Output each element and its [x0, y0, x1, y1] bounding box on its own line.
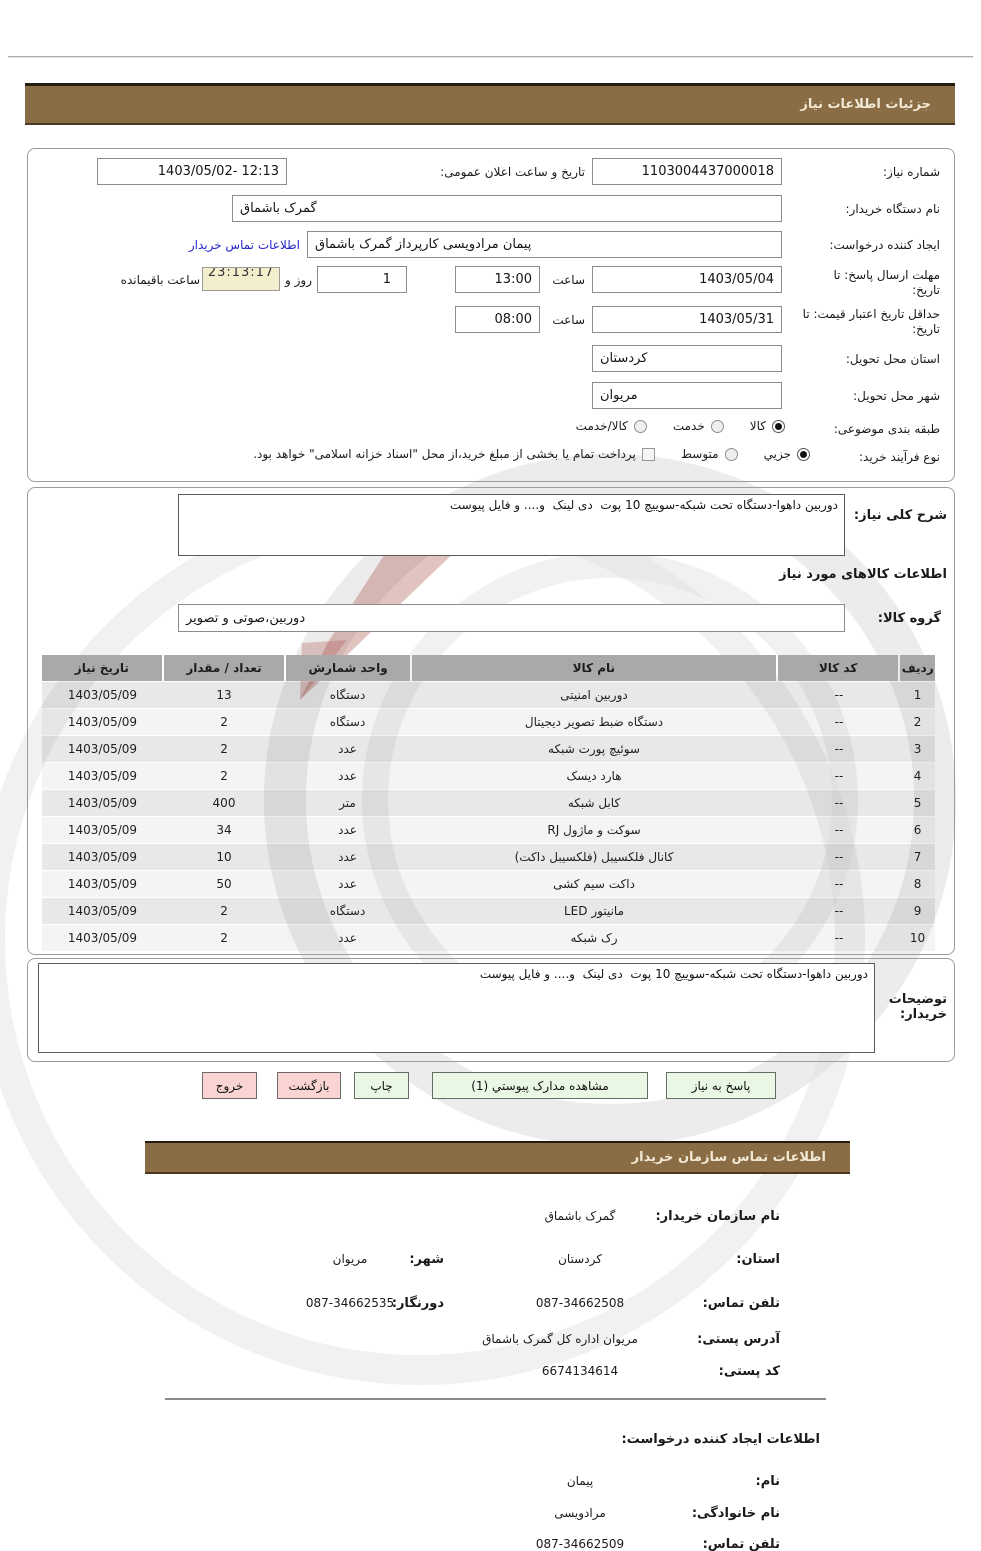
- cell-quantity: 2: [220, 742, 228, 756]
- need-number-label: شماره نیاز:: [883, 165, 940, 179]
- option-goods[interactable]: [750, 419, 785, 433]
- price-validity-label: حداقل تاریخ اعتبار قیمت: تا تاریخ:: [802, 307, 940, 336]
- cell-item-code: --: [834, 715, 844, 729]
- cell-item-name: کانال فلکسیبل (فلکسیبل داکت): [514, 850, 674, 864]
- cell-unit: عدد: [338, 742, 357, 756]
- option-service[interactable]: [673, 419, 724, 433]
- request-creator-field[interactable]: پیمان مرادویسی کارپرداز گمرک باشماق: [307, 231, 782, 258]
- request-creator-heading: اطلاعات ایجاد کننده درخواست:: [621, 1432, 820, 1447]
- contact-province-label: استان:: [736, 1252, 780, 1267]
- buyer-org-label: نام دستگاه خریدار:: [845, 202, 940, 216]
- treasury-checkbox[interactable]: [642, 448, 655, 461]
- validity-time-field[interactable]: 08:00: [455, 306, 540, 333]
- view-attachments-button[interactable]: مشاهده مدارک پیوستي (1): [432, 1072, 648, 1099]
- buyer-contact-link[interactable]: اطلاعات تماس خریدار: [188, 238, 300, 252]
- validity-hour-label: ساعت: [552, 313, 585, 327]
- cell-row-no: 6: [913, 823, 922, 837]
- cell-unit: عدد: [338, 850, 357, 864]
- cell-unit: دستگاه: [329, 904, 366, 918]
- cell-item-code: --: [834, 904, 844, 918]
- cell-unit: متر: [339, 796, 356, 810]
- buyer-notes-label: توضیحات خریدار:: [888, 992, 947, 1022]
- cell-row-no: 5: [913, 796, 922, 810]
- col-header-item-name: نام کالا: [412, 655, 776, 681]
- cell-item-name: داکت سیم کشی: [553, 877, 635, 891]
- postal-code-value: 6674134614: [541, 1364, 619, 1378]
- cell-need-date: 1403/05/09: [67, 769, 138, 783]
- postal-address-value: مریوان اداره کل گمرک باشماق: [482, 1332, 638, 1346]
- service-radio[interactable]: [711, 420, 724, 433]
- table-row: [42, 817, 935, 843]
- cell-quantity: 2: [220, 769, 228, 783]
- cell-unit: دستگاه: [329, 688, 366, 702]
- cell-quantity: 2: [220, 715, 228, 729]
- cell-item-name: رک شبکه: [570, 931, 618, 945]
- deadline-date-field[interactable]: 1403/05/04: [592, 266, 782, 293]
- table-row: [42, 844, 935, 870]
- medium-radio[interactable]: [725, 448, 738, 461]
- deadline-time-field[interactable]: 13:00: [455, 266, 540, 293]
- cell-item-name: دستگاه ضبط تصویر دیجیتال: [524, 715, 664, 729]
- org-name-value: گمرک باشماق: [544, 1209, 616, 1223]
- cell-row-no: 10: [909, 931, 926, 945]
- minor-radio-label: جزیي: [763, 447, 791, 461]
- cell-quantity: 10: [216, 850, 232, 864]
- cell-item-code: --: [834, 877, 844, 891]
- need-description-label: شرح کلی نیاز:: [853, 508, 947, 523]
- contact-city-label: شهر:: [409, 1252, 444, 1267]
- contact-city-value: مریوان: [332, 1252, 368, 1266]
- cell-need-date: 1403/05/09: [67, 904, 138, 918]
- cell-unit: عدد: [338, 931, 357, 945]
- goods-radio-selected[interactable]: [772, 420, 785, 433]
- table-row: [42, 763, 935, 789]
- hours-remaining-label: ساعت باقیمانده: [120, 273, 200, 287]
- cell-need-date: 1403/05/09: [67, 877, 138, 891]
- delivery-city-field[interactable]: مریوان: [592, 382, 782, 409]
- cell-item-code: --: [834, 769, 844, 783]
- creator-surname-label: نام خانوادگی:: [691, 1506, 780, 1521]
- remaining-days-field[interactable]: 1: [317, 266, 407, 293]
- cell-need-date: 1403/05/09: [67, 715, 138, 729]
- cell-quantity: 400: [212, 796, 236, 810]
- col-header-row-no: ردیف: [900, 655, 935, 681]
- cell-item-name: سوئیچ پورت شبکه: [548, 742, 640, 756]
- cell-item-name: کابل شبکه: [567, 796, 621, 810]
- validity-date-field[interactable]: 1403/05/31: [592, 306, 782, 333]
- exit-button[interactable]: خروج: [202, 1072, 257, 1099]
- cell-quantity: 50: [216, 877, 232, 891]
- goods-radio-label: کالا: [749, 419, 766, 433]
- deadline-hour-label: ساعت: [552, 273, 585, 287]
- countdown-value: 23:13:17: [207, 267, 275, 280]
- cell-item-code: --: [834, 742, 844, 756]
- page-title: جزئیات اطلاعات نیاز: [800, 97, 931, 112]
- col-header-unit: واحد شمارش: [286, 655, 410, 681]
- goods-service-radio-label: کالا/خدمت: [575, 419, 628, 433]
- items-table-header: [42, 655, 935, 681]
- cell-need-date: 1403/05/09: [67, 796, 138, 810]
- cell-row-no: 4: [913, 769, 922, 783]
- creator-name-label: نام:: [755, 1474, 780, 1489]
- table-row: [42, 925, 935, 951]
- print-button[interactable]: چاپ: [354, 1072, 409, 1099]
- cell-item-name: هارد دیسک: [566, 769, 622, 783]
- cell-quantity: 2: [220, 931, 228, 945]
- medium-radio-label: متوسط: [680, 447, 719, 461]
- cell-unit: عدد: [338, 877, 357, 891]
- item-group-label: گروه کالا:: [877, 611, 941, 626]
- cell-need-date: 1403/05/09: [67, 823, 138, 837]
- goods-service-radio[interactable]: [634, 420, 647, 433]
- org-name-label: نام سازمان خریدار:: [655, 1209, 780, 1224]
- cell-item-name: سوکت و ماژول RJ: [547, 823, 641, 837]
- cell-unit: دستگاه: [329, 715, 366, 729]
- table-row: [42, 736, 935, 762]
- cell-need-date: 1403/05/09: [67, 850, 138, 864]
- subject-category-label: طبقه بندی موضوعی:: [833, 422, 940, 436]
- buyer-contact-title-bar: [145, 1141, 850, 1174]
- cell-unit: عدد: [338, 769, 357, 783]
- item-group-field[interactable]: دوربین،صوتی و تصویر: [178, 604, 845, 632]
- days-unit-label: روز و: [285, 273, 312, 287]
- cell-row-no: 9: [913, 904, 922, 918]
- subject-category-options: [558, 419, 785, 433]
- cell-need-date: 1403/05/09: [67, 742, 138, 756]
- table-row: [42, 898, 935, 924]
- need-number-field[interactable]: 1103004437000018: [592, 158, 782, 185]
- contact-phone-value: 087-34662508: [535, 1296, 625, 1310]
- top-divider: [8, 56, 973, 58]
- cell-item-name: دوربین امنیتی: [560, 688, 628, 702]
- cell-quantity: 13: [216, 688, 232, 702]
- contact-fax-label: دورنگار:: [391, 1296, 444, 1311]
- contact-province-value: کردستان: [558, 1252, 602, 1266]
- announce-datetime-label: تاریخ و ساعت اعلان عمومی:: [440, 165, 585, 179]
- cell-need-date: 1403/05/09: [67, 931, 138, 945]
- postal-code-label: کد پستی:: [718, 1364, 780, 1379]
- col-header-item-code: کد کالا: [778, 655, 899, 681]
- cell-item-code: --: [834, 823, 844, 837]
- cell-item-code: --: [834, 850, 844, 864]
- items-table: [42, 655, 935, 951]
- buyer-org-field[interactable]: گمرک باشماق: [232, 195, 782, 222]
- buyer-contact-title: اطلاعات تماس سازمان خریدار: [631, 1150, 826, 1165]
- option-goods-service[interactable]: [576, 419, 647, 433]
- cell-row-no: 3: [913, 742, 922, 756]
- service-radio-label: خدمت: [672, 419, 705, 433]
- table-row: [42, 871, 935, 897]
- treasury-note: پرداخت تمام یا بخشی از مبلغ خرید،از محل "اسناد خزانه اسلامی" خواهد بود.: [253, 447, 636, 461]
- delivery-city-label: شهر محل تحویل:: [853, 389, 940, 403]
- page-title-bar: [25, 83, 955, 125]
- cell-item-name: مانیتور LED: [564, 904, 624, 918]
- cell-row-no: 8: [913, 877, 922, 891]
- table-row: [42, 709, 935, 735]
- purchase-process-options: [235, 447, 810, 461]
- creator-name-value: پیمان: [566, 1474, 594, 1488]
- cell-unit: عدد: [338, 823, 357, 837]
- section-divider: [165, 1398, 826, 1400]
- respond-to-need-button[interactable]: پاسخ به نیاز: [666, 1072, 776, 1099]
- option-minor[interactable]: [764, 447, 810, 461]
- cell-row-no: 1: [913, 688, 922, 702]
- option-medium[interactable]: [681, 447, 738, 461]
- need-description-textarea[interactable]: [178, 494, 845, 556]
- purchase-process-label: نوع فرآیند خرید:: [859, 450, 940, 464]
- delivery-province-field[interactable]: کردستان: [592, 345, 782, 372]
- cell-item-code: --: [834, 931, 844, 945]
- contact-fax-value: 087-34662535: [305, 1296, 395, 1310]
- countdown-box: [202, 267, 280, 291]
- postal-address-label: آدرس پستی:: [697, 1332, 780, 1347]
- table-row: [42, 682, 935, 708]
- buyer-notes-textarea[interactable]: [38, 963, 875, 1053]
- contact-phone-label: تلفن تماس:: [702, 1296, 780, 1311]
- creator-surname-value: مرادویسی: [554, 1506, 606, 1520]
- cell-row-no: 2: [913, 715, 922, 729]
- table-row: [42, 790, 935, 816]
- cell-quantity: 2: [220, 904, 228, 918]
- col-header-need-date: تاریخ نیاز: [42, 655, 162, 681]
- announce-datetime-field[interactable]: 1403/05/02- 12:13: [97, 158, 287, 185]
- delivery-province-label: استان محل تحویل:: [845, 352, 940, 366]
- response-deadline-label: مهلت ارسال پاسخ: تا تاریخ:: [833, 268, 940, 297]
- required-items-heading: اطلاعات کالاهای مورد نیاز: [779, 567, 947, 582]
- treasury-option[interactable]: [253, 447, 655, 461]
- cell-item-code: --: [834, 688, 844, 702]
- minor-radio-selected[interactable]: [797, 448, 810, 461]
- creator-phone-value: 087-34662509: [535, 1537, 625, 1551]
- cell-row-no: 7: [913, 850, 922, 864]
- cell-need-date: 1403/05/09: [67, 688, 138, 702]
- col-header-quantity: تعداد / مقدار: [164, 655, 285, 681]
- back-button[interactable]: بازگشت: [277, 1072, 341, 1099]
- creator-phone-label: تلفن تماس:: [702, 1537, 780, 1551]
- cell-item-code: --: [834, 796, 844, 810]
- cell-quantity: 34: [216, 823, 232, 837]
- request-creator-label: ایجاد کننده درخواست:: [829, 238, 940, 252]
